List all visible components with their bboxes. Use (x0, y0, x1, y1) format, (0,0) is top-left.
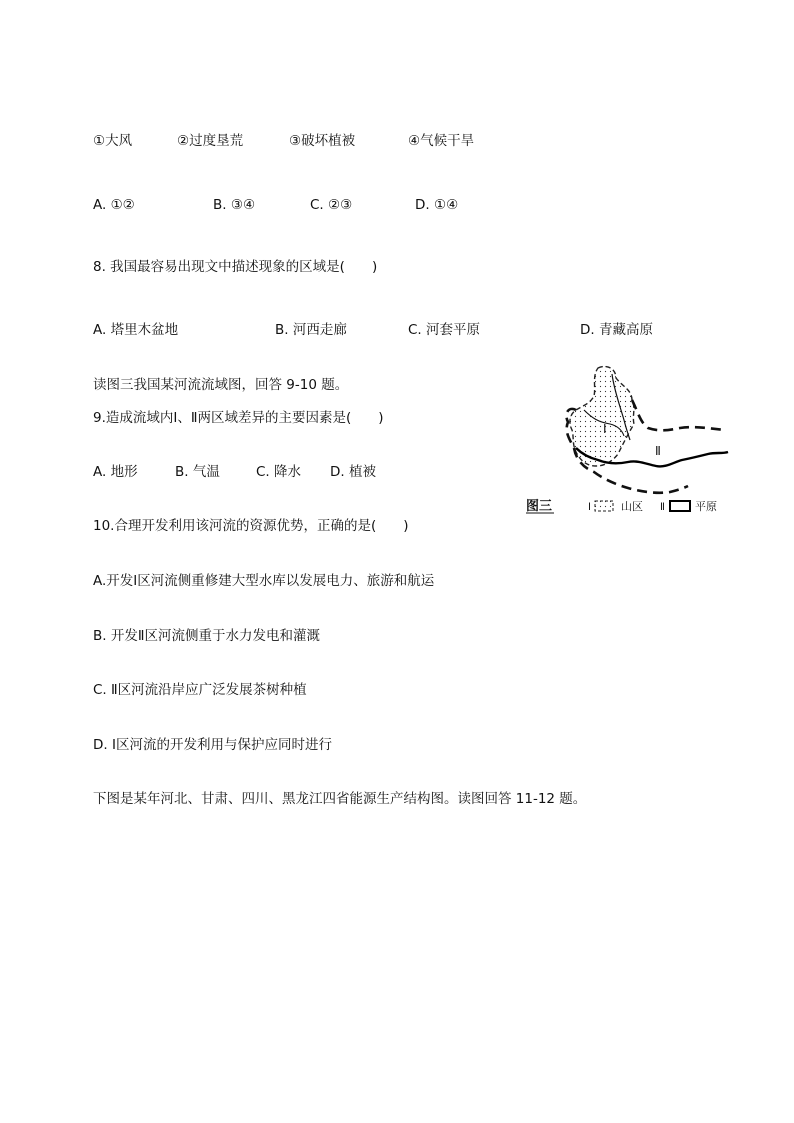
legend-plain-swatch (670, 501, 690, 511)
legend-2-text: 平原 (695, 500, 717, 513)
q8-option-a: A. 塔里木盆地 (93, 322, 179, 338)
q10-stem: 10.合理开发利用该河流的资源优势，正确的是( ) (93, 518, 409, 534)
q7-item-1: ①大风 (93, 133, 133, 149)
region-2-label: Ⅱ (655, 444, 661, 458)
q7-item-2: ②过度垦荒 (177, 133, 244, 149)
next-section-intro: 下图是某年河北、甘肃、四川、黑龙江四省能源生产结构图。读图回答 11-12 题。 (93, 791, 587, 807)
legend-mountain-swatch (595, 501, 613, 511)
legend-2-roman: Ⅱ (660, 502, 665, 513)
q9-option-a: A. 地形 (93, 464, 138, 480)
legend-1-text: 山区 (621, 500, 643, 513)
figure-intro: 读图三我国某河流流域图，回答 9-10 题。 (93, 377, 349, 393)
q9-option-c: C. 降水 (256, 464, 302, 480)
q8-stem: 8. 我国最容易出现文中描述现象的区域是( ) (93, 259, 378, 275)
basin-boundary-right (632, 400, 724, 430)
q8-option-d: D. 青藏高原 (580, 322, 653, 338)
river-basin-figure (524, 360, 734, 522)
q10-option-b: B. 开发Ⅱ区河流侧重于水力发电和灌溉 (93, 628, 320, 644)
q10-option-a: A.开发Ⅰ区河流侧重修建大型水库以发展电力、旅游和航运 (93, 573, 435, 589)
q8-option-b: B. 河西走廊 (275, 322, 347, 338)
q7-option-b: B. ③④ (213, 197, 256, 213)
q9-stem: 9.造成流域内Ⅰ、Ⅱ两区域差异的主要因素是( ) (93, 410, 384, 426)
q7-item-3: ③破坏植被 (289, 133, 356, 149)
figure-caption: 图三 (526, 499, 553, 514)
q9-option-d: D. 植被 (330, 464, 376, 480)
q8-option-c: C. 河套平原 (408, 322, 481, 338)
river-basin-map (524, 360, 734, 522)
q7-item-4: ④气候干旱 (408, 133, 475, 149)
q7-option-a: A. ①② (93, 197, 135, 213)
q7-option-d: D. ①④ (415, 197, 459, 213)
q10-option-d: D. Ⅰ区河流的开发利用与保护应同时进行 (93, 737, 332, 753)
q9-option-b: B. 气温 (175, 464, 220, 480)
legend-1-roman: Ⅰ (588, 502, 591, 513)
q7-option-c: C. ②③ (310, 197, 353, 213)
q10-option-c: C. Ⅱ区河流沿岸应广泛发展茶树种植 (93, 682, 307, 698)
region-1-label: Ⅰ (603, 422, 607, 436)
